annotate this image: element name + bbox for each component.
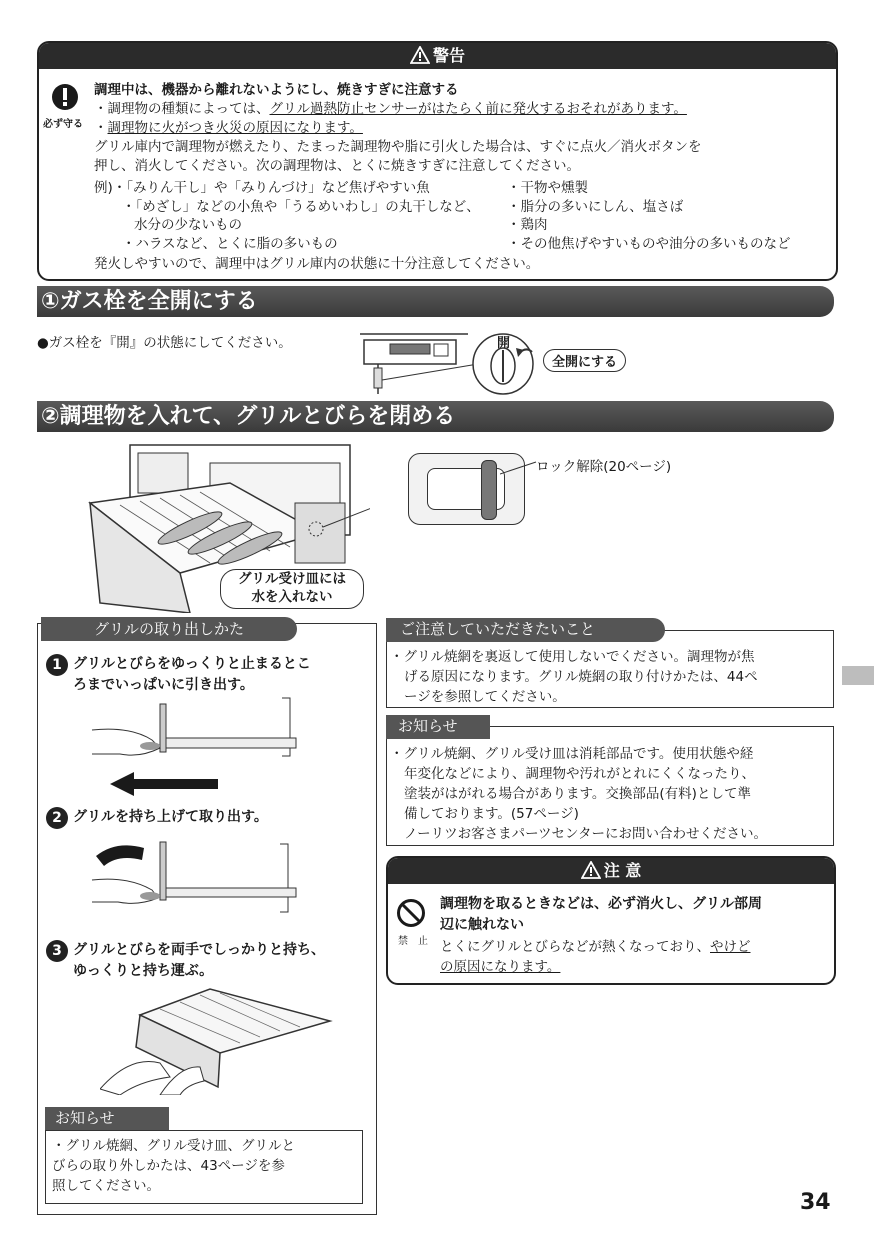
removal-step3-line1: グリルとびらを両手でしっかりと持ち、 [73,942,325,958]
step-number-1: 1 [46,654,68,676]
caution-header [388,858,834,884]
carry-illustration [100,985,340,1095]
warning-title: 警告 [432,46,465,65]
attention-line2: げる原因になります。グリル焼網の取り付けかたは、44ペ [404,669,758,685]
caution-box [386,856,836,985]
notice-line2: 年変化などにより、調理物や汚れがとれにくくなったり、 [404,766,755,782]
step1-title: ①ガス栓を全開にする [41,289,258,314]
caution-text-1: とくにグリルとびらなどが熱くなっており、やけど [440,939,751,955]
caution-text-2: の原因になります。 [440,959,561,975]
warning-para-2: 押し、消火してください。次の調理物は、とくに焼きすぎに注意してください。 [94,158,580,174]
exclamation-icon [51,83,79,111]
bubble-line-1: グリル受け皿には [238,571,346,587]
attention-line1: ・グリル焼網を裏返して使用しないでください。調理物が焦 [390,649,755,665]
example-left-3: 水分の少ないもの [134,217,242,233]
caution-heading-2: 辺に触れない [440,917,524,933]
warning-box [37,41,838,281]
step2-title: ②調理物を入れて、グリルとびらを閉める [41,404,456,429]
notice-line5: ノーリツお客さまパーツセンターにお問い合わせください。 [404,826,768,842]
step-number-2: 2 [46,807,68,829]
warning-header [39,43,836,69]
attention-line3: ージを参照してください。 [404,689,566,705]
side-index-tab [842,666,874,685]
removal-tab: グリルの取り出しかた [41,617,297,641]
caution-triangle-icon [581,861,601,879]
notice-line4: 備しております。(57ページ) [404,806,579,822]
example-right-3: ・鶏肉 [507,217,548,233]
removal-note-line1: ・グリル焼網、グリル受け皿、グリルと [52,1138,295,1154]
warning-bullet-1: ・調理物の種類によっては、グリル過熱防止センサーがはたらく前に発火するおそれがあります。 [94,101,687,117]
removal-note-tab: お知らせ [45,1107,169,1131]
attention-tab: ご注意していただきたいこと [386,618,665,642]
warning-para-1: グリル庫内で調理物が燃えたり、たまった調理物や脂に引火した場合は、すぐに点火／消火ボタンを [94,139,702,155]
warning-bullet-2: ・調理物に火がつき火災の原因になります。 [94,120,363,136]
step-number-3: 3 [46,940,68,962]
example-right-1: ・干物や燻製 [507,180,588,196]
bubble-line-2: 水を入れない [251,589,333,605]
notice-line3: 塗装がはがれる場合があります。交換部品(有料)として準 [404,786,751,802]
example-left-4: ・ハラスなど、とくに脂の多いもの [122,236,338,252]
example-right-4: ・その他焦げやすいものや油分の多いものなど [507,236,791,252]
lock-release-label: ロック解除(20ページ) [536,459,672,475]
removal-note-line3: 照してください。 [52,1178,160,1194]
removal-step1-line1: グリルとびらをゆっくりと止まるとこ [73,656,311,672]
caution-heading-1: 調理物を取るときなどは、必ず消火し、グリル部周 [440,896,762,912]
open-label: 開 [497,336,511,351]
notice-line1: ・グリル焼網、グリル受け皿は消耗部品です。使用状態や経 [390,746,754,762]
warning-triangle-icon [410,46,430,64]
full-open-callout: 全開にする [543,349,626,372]
step1-bar [37,286,834,317]
water-warning-bubble [220,569,364,609]
example-left-2: ・「めざし」などの小魚や「うるめいわし」の丸干しなど、 [122,199,480,215]
page-number: 34 [800,1190,831,1215]
warning-heading: 調理中は、機器から離れないようにし、焼きすぎに注意する [94,82,459,98]
lock-release-lever[interactable] [481,460,497,520]
step2-bar [37,401,834,432]
lock-leader-line [500,458,540,478]
example-left-1: 例)・「みりん干し」や「みりんづけ」など焦げやすい魚 [94,180,430,196]
must-label: 必ず守る [43,119,83,130]
prohibited-icon [396,898,426,928]
pull-out-illustration [90,696,350,798]
removal-step2-line1: グリルを持ち上げて取り出す。 [73,809,268,825]
step1-text: ●ガス栓を『開』の状態にしてください。 [37,335,292,351]
removal-step1-line2: ろまでいっぱいに引き出す。 [73,677,254,693]
lift-out-illustration [88,832,350,934]
removal-note-line2: びらの取り外しかたは、43ページを参 [52,1158,285,1174]
example-right-2: ・脂分の多いにしん、塩さば [507,199,684,215]
warning-footer: 発火しやすいので、調理中はグリル庫内の状態に十分注意してください。 [94,256,540,272]
removal-step3-line2: ゆっくりと持ち運ぶ。 [73,963,214,979]
prohibited-label: 禁 止 [398,936,428,947]
caution-title: 注 意 [603,861,642,880]
notice-tab: お知らせ [386,715,490,739]
